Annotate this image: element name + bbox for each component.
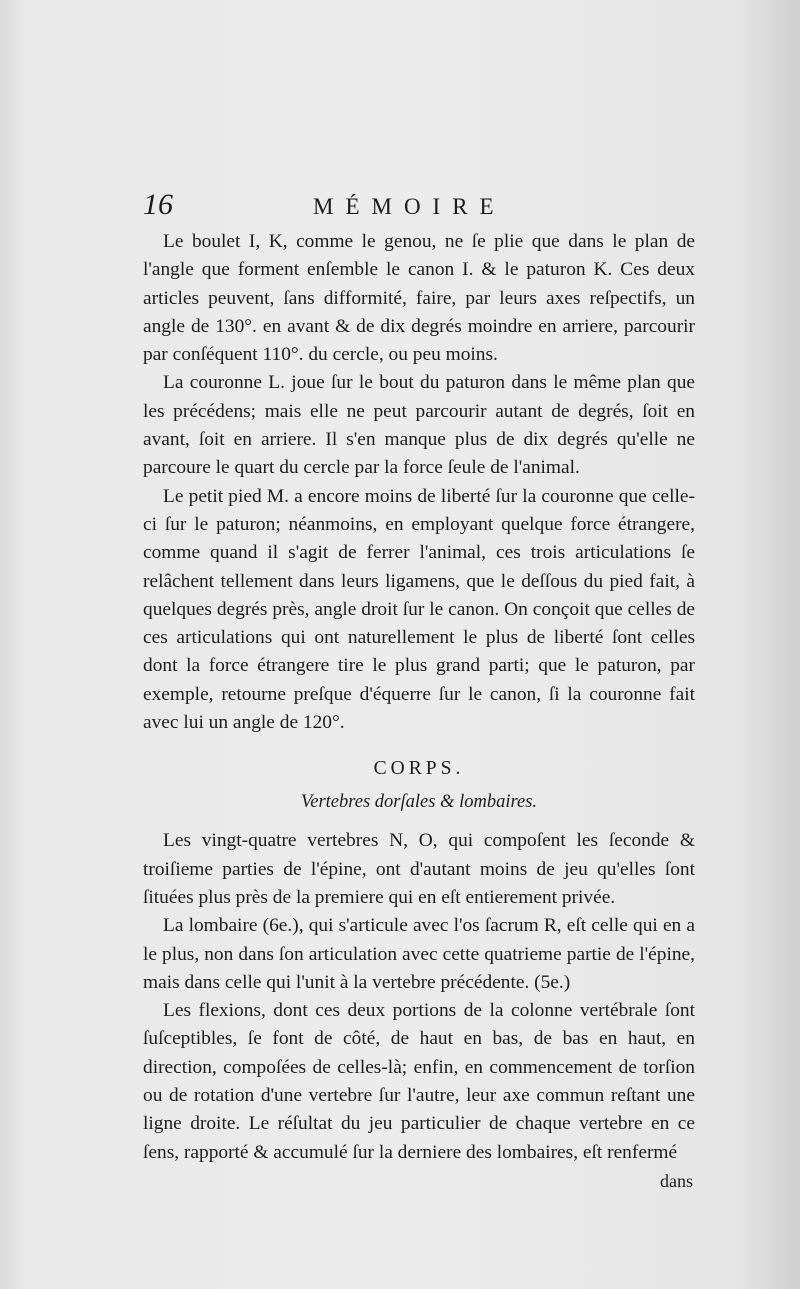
paragraph-boulet: Le boulet I, K, comme le genou, ne ſe plie que dans le plan de l'angle que forment enſemble le canon I. & le paturon K. Ces deux articles peuvent, ſans difformité, faire, par leurs axes reſpectifs, un angle de 130°. en avant & de dix degrés moindre en arriere, parcourir par conſéquent 110°. du cercle, ou peu moins. bbox=[143, 231, 695, 366]
paragraph-petit-pied: Le petit pied M. a encore moins de liberté ſur la couronne que celle-ci ſur le paturon; néanmoins, en employant quelque force étrangere, comme quand il s'agit de ferrer l'animal, ces trois articulations ſe relâchent tellement dans leurs ligamens, que le deſſous du pied fait, à quelques degrés près, angle droit ſur le canon. On conçoit que celles de ces articulations qui ont naturellement le plus de liberté ſont celles dont la force étrangere tire le plus grand parti; que le paturon, par exemple, retourne preſque d'équerre ſur le canon, ſi la couronne fait avec lui un angle de 120°. bbox=[143, 485, 695, 734]
text-block bbox=[143, 188, 695, 1192]
page-header bbox=[143, 188, 695, 228]
paragraph-couronne: La couronne L. joue ſur le bout du paturon dans le même plan que les précédens; mais elle ne peut parcourir autant de degrés, ſoit en avant, ſoit en arriere. Il s'en manque plus de dix degrés qu'elle ne parcoure le quart du cercle par la force ſeule de l'animal. bbox=[143, 372, 695, 479]
subsection-title: Vertebres dorſales & lombaires. bbox=[300, 792, 538, 813]
running-title: MÉMOIRE bbox=[313, 194, 506, 219]
paragraph-vertebres: Les vingt-quatre vertebres N, O, qui compoſent les ſeconde & troiſieme parties de l'épine, ont d'autant moins de jeu qu'elles ſont ſituées plus près de la premiere qui en eſt entierement privée. bbox=[143, 830, 695, 908]
section-title: CORPS. bbox=[373, 758, 465, 780]
page-number: 16 bbox=[143, 188, 173, 221]
catchword: dans bbox=[660, 1170, 693, 1191]
paragraph-flexions: Les flexions, dont ces deux portions de la colonne vertébrale ſont ſuſceptibles, ſe font de côté, de haut en bas, de bas en haut, en direction, compoſées de celles-là; enfin, en commencement de torſion ou de rotation d'une vertebre ſur l'autre, leur axe commun reſtant une ligne droite. Le réſultat du jeu particulier de chaque vertebre en ce ſens, rapporté & accumulé ſur la derniere des lombaires, eſt renfermé bbox=[143, 1000, 695, 1163]
paragraph-lombaire: La lombaire (6e.), qui s'articule avec l'os ſacrum R, eſt celle qui en a le plus, non dans ſon articulation avec cette quatrieme partie de l'épine, mais dans celle qui l'unit à la vertebre précédente. (5e.) bbox=[143, 915, 695, 993]
